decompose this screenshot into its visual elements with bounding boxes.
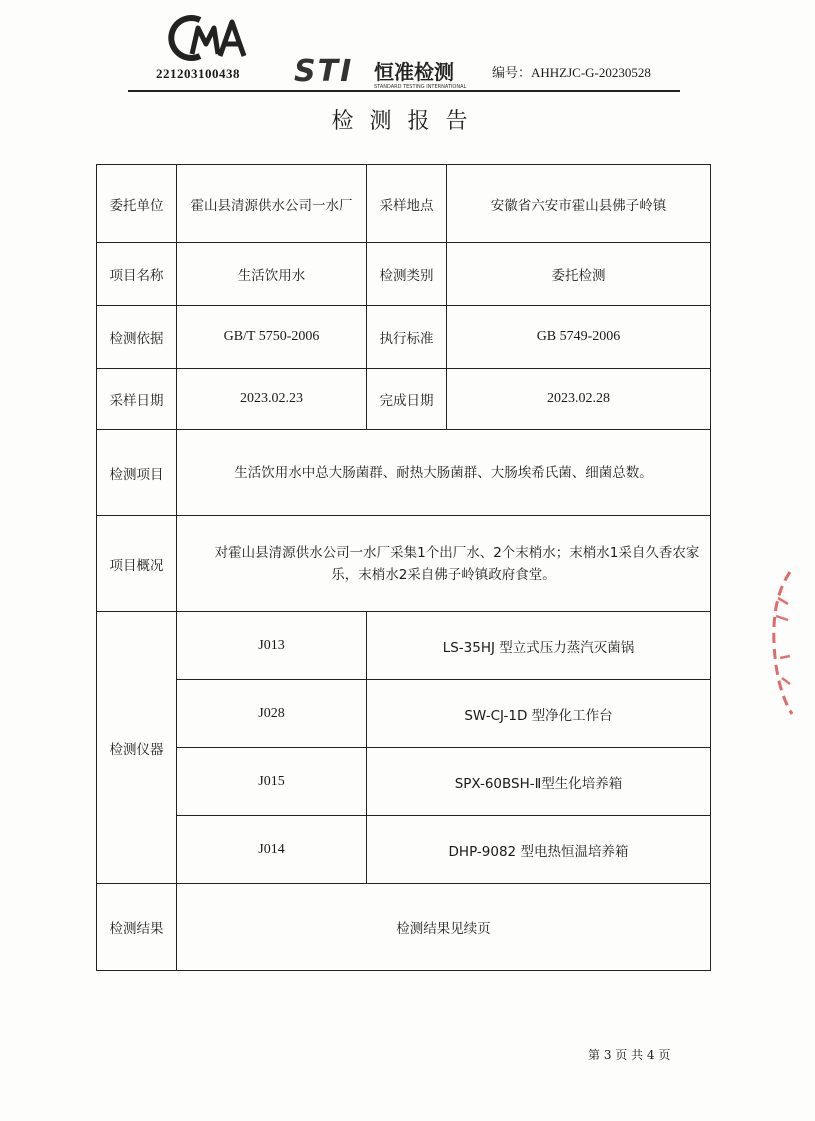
complete-date-value: 2023.02.28 [447, 369, 711, 430]
sample-date-value: 2023.02.23 [177, 369, 367, 430]
page-number: 第 3 页 共 4 页 [588, 1048, 671, 1062]
test-items-value: 生活饮用水中总大肠菌群、耐热大肠菌群、大肠埃希氏菌、细菌总数。 [177, 430, 711, 516]
report-header [0, 0, 815, 100]
seal-stamp-icon [760, 568, 815, 718]
certificate-number: 221203100438 [156, 66, 240, 81]
instruments-label: 检测仪器 [97, 612, 177, 884]
table-row [97, 243, 711, 306]
page-title: 检测报告 [331, 109, 484, 134]
cma-logo-icon [160, 14, 248, 62]
table-row [97, 369, 711, 430]
sampling-site-value: 安徽省六安市霍山县佛子岭镇 [447, 165, 711, 243]
instrument-id: J028 [177, 680, 367, 748]
report-table [96, 164, 711, 971]
standard-label: 执行标准 [367, 306, 447, 369]
instrument-id: J013 [177, 612, 367, 680]
item-name-label: 项目名称 [97, 243, 177, 306]
table-row [97, 680, 711, 748]
sample-date-label: 采样日期 [97, 369, 177, 430]
report-number: 编号：AHHZJC-G-20230528 [492, 65, 651, 80]
client-value: 霍山县清源供水公司一水厂 [177, 165, 367, 243]
sampling-site-label: 采样地点 [367, 165, 447, 243]
test-items-label: 检测项目 [97, 430, 177, 516]
svg-text:STANDARD TESTING INTERNATIONAL: STANDARD TESTING INTERNATIONAL [374, 84, 467, 90]
overview-value: 对霍山县清源供水公司一水厂采集1个出厂水、2个末梢水；末梢水1采自久香农家乐，末梢水2采自佛子岭镇政府食堂。 [177, 516, 711, 612]
table-row [97, 430, 711, 516]
svg-text:STI: STI [294, 54, 354, 89]
item-name-value: 生活饮用水 [177, 243, 367, 306]
instrument-name: SPX-60BSH-Ⅱ型生化培养箱 [367, 748, 711, 816]
overview-label: 项目概况 [97, 516, 177, 612]
table-row [97, 306, 711, 369]
client-label: 委托单位 [97, 165, 177, 243]
standard-value: GB 5749-2006 [447, 306, 711, 369]
header-divider [128, 90, 680, 92]
table-row [97, 165, 711, 243]
test-basis-value: GB/T 5750-2006 [177, 306, 367, 369]
test-basis-label: 检测依据 [97, 306, 177, 369]
test-category-label: 检测类别 [367, 243, 447, 306]
test-category-value: 委托检测 [447, 243, 711, 306]
instrument-name: SW-CJ-1D 型净化工作台 [367, 680, 711, 748]
complete-date-label: 完成日期 [367, 369, 447, 430]
table-row [97, 884, 711, 971]
sti-brand-logo-icon [292, 54, 482, 90]
result-label: 检测结果 [97, 884, 177, 971]
instrument-id: J015 [177, 748, 367, 816]
table-row [97, 748, 711, 816]
result-value: 检测结果见续页 [177, 884, 711, 971]
instrument-name: DHP-9082 型电热恒温培养箱 [367, 816, 711, 884]
table-row [97, 612, 711, 680]
table-row [97, 516, 711, 612]
table-row [97, 816, 711, 884]
instrument-name: LS-35HJ 型立式压力蒸汽灭菌锅 [367, 612, 711, 680]
svg-text:恒准检测: 恒准检测 [374, 60, 454, 84]
instrument-id: J014 [177, 816, 367, 884]
